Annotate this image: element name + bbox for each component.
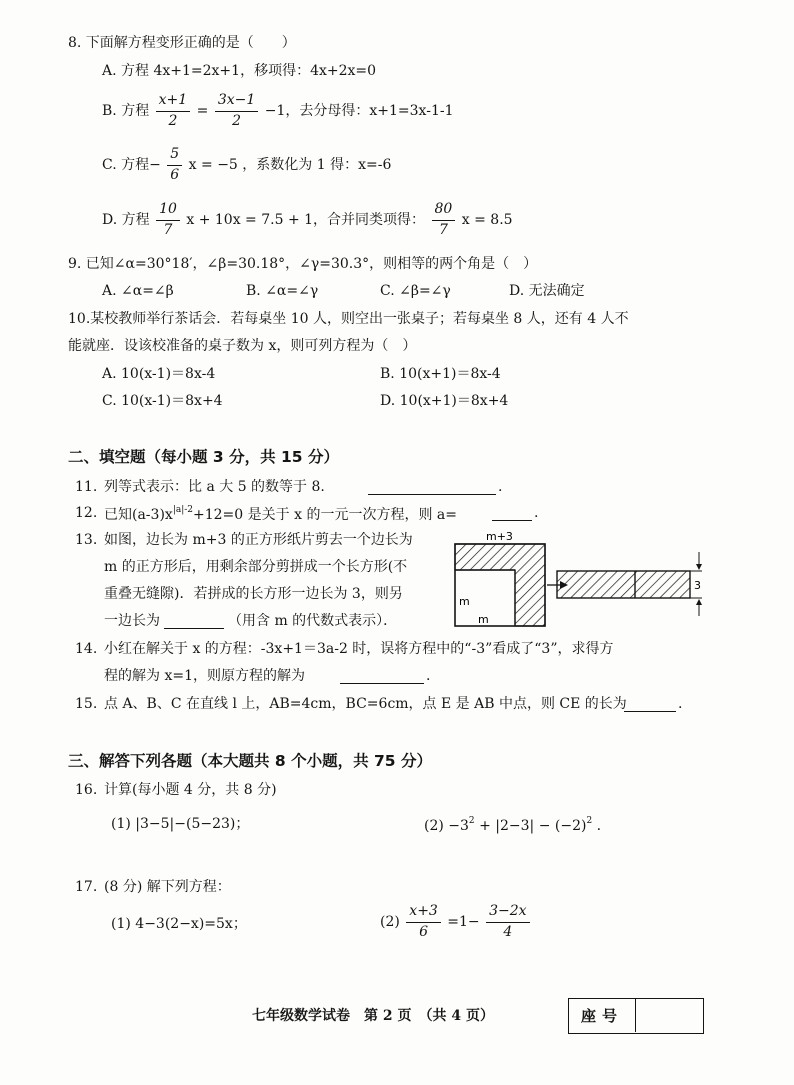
q17-part-2 xyxy=(380,903,532,941)
q13-rectangle xyxy=(557,571,690,598)
q14-line-1: 小红在解关于 x 的方程：-3x+1＝3a-2 时，误将方程中的“-3”看成了“3”，求得方 xyxy=(104,641,614,657)
q13-figure xyxy=(450,530,720,635)
q9-option-c: C. ∠β=∠γ xyxy=(380,283,451,299)
q13-square xyxy=(455,544,545,626)
q12-text xyxy=(104,505,457,525)
q12-exponent: |a|-2 xyxy=(172,505,194,515)
q16-p2-c: + |2−3| − (−2) xyxy=(474,818,587,834)
q12-end: . xyxy=(534,505,539,521)
q16-p2-exp-1: 2 xyxy=(468,816,475,826)
seat-number-field[interactable] xyxy=(636,999,702,1032)
q17-p2-fraction-2: $\frac{3-2x}{4}$ xyxy=(486,903,529,941)
q8-b-pre: B. 方程 xyxy=(102,103,150,119)
q11-text: 列等式表示：比 a 大 5 的数等于 8. xyxy=(104,479,325,495)
q16-p2-a: (2) −3 xyxy=(424,818,469,834)
q8-d-fraction-1: $\frac{10}{7}$ xyxy=(156,201,180,239)
q11-number: 11. xyxy=(75,479,98,495)
q16-p2-exp-2: 2 xyxy=(586,816,593,826)
q17-p2-fraction-1: $\frac{x+3}{6}$ xyxy=(406,903,441,941)
q8-option-d xyxy=(102,201,513,239)
q8-stem: 8. 下面解方程变形正确的是（ ） xyxy=(68,35,296,51)
q8-b-fraction-1: $\frac{x+1}{2}$ xyxy=(156,92,191,130)
q16-number: 16. xyxy=(75,782,98,798)
q9-stem: 9. 已知∠α=30°18′，∠β=30.18°，∠γ=30.3°，则相等的两个角是（ ） xyxy=(68,256,538,272)
q8-option-c xyxy=(102,146,391,184)
q14-end: . xyxy=(426,668,431,684)
q8-c-pre: C. 方程− xyxy=(102,157,161,173)
q13-label-three: 3 xyxy=(694,579,701,592)
q15-number: 15. xyxy=(75,696,98,712)
q17-part-1: (1) 4−3(2−x)=5x； xyxy=(111,916,247,932)
q11-blank[interactable] xyxy=(368,494,496,495)
q8-c-post: x = −5 ，系数化为 1 得：x=-6 xyxy=(188,157,392,173)
q15-text: 点 A、B、C 在直线 l 上，AB=4cm，BC=6cm，点 E 是 AB 中点，则 CE 的长为 xyxy=(104,696,627,712)
q12-post: +12=0 是关于 x 的一元一次方程，则 a= xyxy=(193,507,457,523)
q13-label-m-plus-3: m+3 xyxy=(486,530,513,543)
q14-line-2: 程的解为 x=1，则原方程的解为 xyxy=(104,668,305,684)
q8-option-b xyxy=(102,92,453,130)
q14-blank[interactable] xyxy=(340,683,424,684)
q8-d-post: x = 8.5 xyxy=(461,212,513,228)
page-footer: 七年级数学试卷 第 2 页 （共 4 页） xyxy=(252,1008,494,1024)
q15-end: . xyxy=(678,696,683,712)
q17-number: 17. xyxy=(75,879,98,895)
q16-p2-e: . xyxy=(592,818,602,834)
q16-text: 计算(每小题 4 分，共 8 分) xyxy=(104,782,277,798)
q10-line-1: 10.某校教师举行茶话会．若每桌坐 10 人，则空出一张桌子；若每桌坐 8 人，还有 4 人不 xyxy=(68,311,629,327)
q10-option-a: A. 10(x-1)＝8x-4 xyxy=(102,366,216,382)
q13-line-4-pre: 一边长为 xyxy=(104,613,160,629)
q8-b-post: −1，去分母得：x+1=3x-1-1 xyxy=(264,103,454,119)
section-2-title: 二、填空题（每小题 3 分，共 15 分） xyxy=(68,448,339,466)
q8-c-fraction: $\frac{5}{6}$ xyxy=(167,146,182,184)
q17-p2-pre: (2) xyxy=(380,914,400,930)
q17-p2-mid: =1− xyxy=(447,914,480,930)
q9-option-d: D. 无法确定 xyxy=(509,283,585,299)
q13-line-1: 如图，边长为 m+3 的正方形纸片剪去一个边长为 xyxy=(104,532,413,548)
q10-option-b: B. 10(x+1)＝8x-4 xyxy=(380,366,501,382)
q8-d-mid: x + 10x = 7.5 + 1，合并同类项得： xyxy=(186,212,426,228)
q13-line-4-post: （用含 m 的代数式表示）． xyxy=(228,613,398,629)
q14-number: 14. xyxy=(75,641,98,657)
q10-line-2: 能就座．设该校准备的桌子数为 x，则可列方程为（ ） xyxy=(68,338,417,354)
q13-number: 13. xyxy=(75,532,98,548)
q11-end: . xyxy=(498,479,503,495)
q8-b-equals: = xyxy=(196,103,209,119)
q10-option-c: C. 10(x-1)＝8x+4 xyxy=(102,393,223,409)
q13-label-m-bottom: m xyxy=(478,613,489,626)
q12-blank[interactable] xyxy=(492,520,532,521)
q10-option-d: D. 10(x+1)＝8x+4 xyxy=(380,393,509,409)
seat-number-label: 座号 xyxy=(569,999,636,1032)
q17-text: (8 分) 解下列方程： xyxy=(104,879,231,895)
q9-option-b: B. ∠α=∠γ xyxy=(246,283,319,299)
q13-blank[interactable] xyxy=(164,628,224,629)
q8-d-pre: D. 方程 xyxy=(102,212,150,228)
section-3-title: 三、解答下列各题（本大题共 8 个小题，共 75 分） xyxy=(68,752,432,770)
seat-number-box xyxy=(568,998,704,1034)
q12-number: 12. xyxy=(75,505,98,521)
q8-b-fraction-2: $\frac{3x-1}{2}$ xyxy=(215,92,258,130)
q13-line-2: m 的正方形后，用剩余部分剪拼成一个长方形(不 xyxy=(104,559,408,575)
q16-part-2 xyxy=(424,816,601,836)
q12-pre: 已知(a-3)x xyxy=(104,507,173,523)
q8-option-a: A. 方程 4x+1=2x+1，移项得：4x+2x=0 xyxy=(102,63,377,79)
q16-part-1: (1) |3−5|−(5−23)； xyxy=(111,816,250,832)
q13-label-m-left: m xyxy=(459,595,470,608)
q9-option-a: A. ∠α=∠β xyxy=(102,283,174,299)
q8-d-fraction-2: $\frac{80}{7}$ xyxy=(432,201,456,239)
q13-line-3: 重叠无缝隙)．若拼成的长方形一边长为 3，则另 xyxy=(104,586,403,602)
q15-blank[interactable] xyxy=(624,711,676,712)
